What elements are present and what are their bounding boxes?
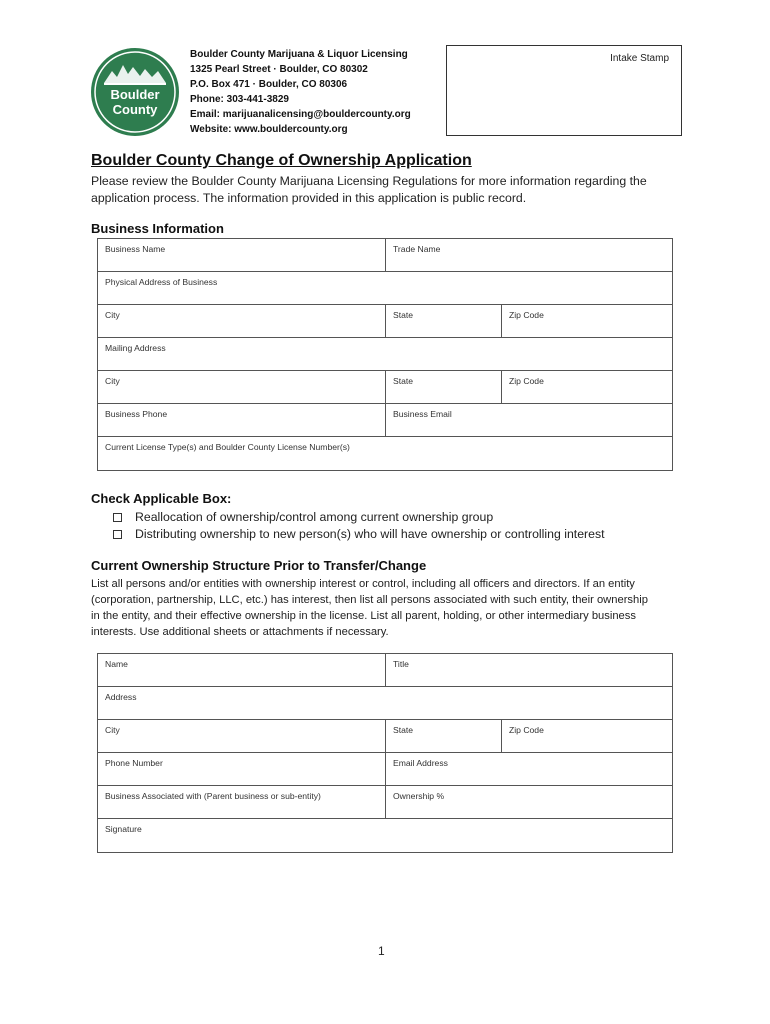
owner-zip-field[interactable]: Zip Code [509, 725, 544, 735]
owner-email-field[interactable]: Email Address [393, 758, 448, 768]
business-info-form [97, 238, 673, 471]
intro-line: Please review the Boulder County Marijuana Licensing Regulations for more information regarding the [91, 174, 647, 188]
owner-title-field[interactable]: Title [393, 659, 409, 669]
check-box-heading: Check Applicable Box: [91, 491, 232, 506]
phone: Phone: 303-441-3829 [190, 94, 289, 105]
logo-text-2: County [112, 102, 158, 117]
owner-city-field[interactable]: City [98, 720, 386, 752]
instruction-line: interests. Use additional sheets or attachments if necessary. [91, 626, 389, 638]
instruction-line: (corporation, partnership, LLC, etc.) has interest, then list all persons associated with such entity, their ownership [91, 594, 648, 606]
associated-business-field[interactable]: Business Associated with (Parent business or sub-entity) [98, 786, 386, 818]
check-options [113, 509, 605, 543]
business-email-field[interactable]: Business Email [393, 409, 452, 419]
instruction-line: in the entity, and their effective ownership in the license. List all parent, holding, or other intermediary business [91, 610, 636, 622]
ownership-heading: Current Ownership Structure Prior to Transfer/Change [91, 558, 427, 573]
boulder-county-logo [90, 47, 180, 137]
form-row [98, 437, 672, 470]
logo-text-1: Boulder [110, 87, 160, 102]
mailing-zip-field[interactable]: Zip Code [509, 376, 544, 386]
check-option-label: Distributing ownership to new person(s) who will have ownership or controlling interest [135, 527, 605, 541]
mailing-address-field[interactable]: Mailing Address [105, 343, 166, 353]
ownership-percent-field[interactable]: Ownership % [393, 791, 445, 801]
header-contact-info [190, 47, 411, 137]
website: Website: www.bouldercounty.org [190, 124, 348, 135]
checkbox[interactable] [113, 530, 122, 539]
mailing-city-field[interactable]: City [98, 371, 386, 403]
form-row [98, 338, 672, 371]
form-row [98, 753, 672, 786]
zip-field[interactable]: Zip Code [509, 310, 544, 320]
po-box: P.O. Box 471 · Boulder, CO 80306 [190, 79, 348, 90]
form-row [98, 819, 672, 852]
mailing-state-field[interactable]: State [386, 371, 502, 403]
form-row [98, 720, 672, 753]
intro-text [91, 173, 691, 207]
check-option-distributing[interactable] [113, 526, 605, 543]
form-row [98, 404, 672, 437]
owner-address-field[interactable]: Address [105, 692, 137, 702]
instruction-line: List all persons and/or entities with ownership interest or control, including all officers and directors. If an entity [91, 578, 635, 590]
page-title: Boulder County Change of Ownership Application [91, 152, 472, 169]
page-number: 1 [378, 944, 385, 958]
business-info-heading: Business Information [91, 221, 224, 236]
street-address: 1325 Pearl Street · Boulder, CO 80302 [190, 64, 368, 75]
ownership-instructions [91, 576, 681, 640]
signature-field[interactable]: Signature [105, 824, 142, 834]
intake-stamp-label: Intake Stamp [610, 53, 669, 64]
check-option-label: Reallocation of ownership/control among current ownership group [135, 510, 494, 524]
checkbox[interactable] [113, 513, 122, 522]
form-row [98, 371, 672, 404]
city-field[interactable]: City [98, 305, 386, 337]
owner-phone-field[interactable]: Phone Number [98, 753, 386, 785]
email: Email: marijuanalicensing@bouldercounty.org [190, 109, 411, 120]
form-row [98, 687, 672, 720]
form-row [98, 239, 672, 272]
license-number-field[interactable]: Current License Type(s) and Boulder County License Number(s) [105, 442, 350, 452]
form-row [98, 272, 672, 305]
intro-line: application process. The information provided in this application is public record. [91, 191, 527, 205]
intake-stamp-box [446, 45, 682, 136]
trade-name-field[interactable]: Trade Name [393, 244, 441, 254]
org-name: Boulder County Marijuana & Liquor Licensing [190, 49, 408, 60]
check-option-reallocation[interactable] [113, 509, 605, 526]
form-row [98, 654, 672, 687]
owner-state-field[interactable]: State [386, 720, 502, 752]
state-field[interactable]: State [386, 305, 502, 337]
business-name-field[interactable]: Business Name [98, 239, 386, 271]
physical-address-field[interactable]: Physical Address of Business [105, 277, 218, 287]
ownership-form [97, 653, 673, 853]
owner-name-field[interactable]: Name [98, 654, 386, 686]
form-row [98, 305, 672, 338]
business-phone-field[interactable]: Business Phone [98, 404, 386, 436]
form-row [98, 786, 672, 819]
